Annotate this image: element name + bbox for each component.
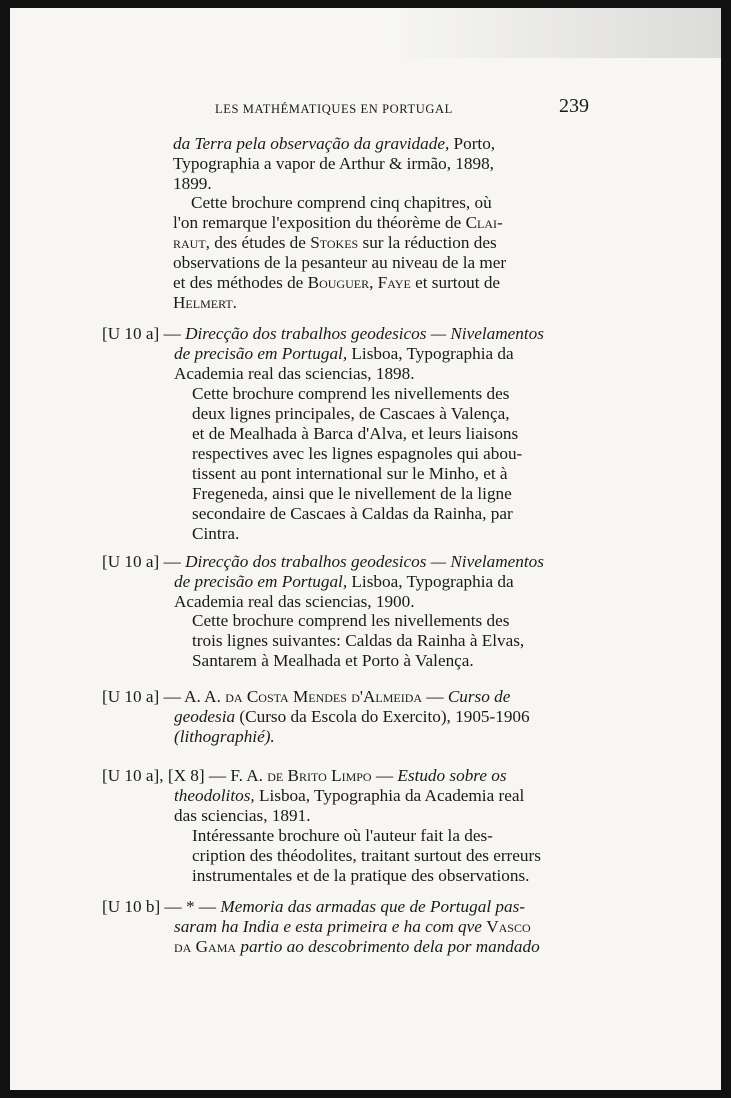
- classification-code: [U 10 a], [X 8]: [102, 766, 205, 785]
- description-line: Cette brochure comprend les nivellements des: [192, 384, 510, 403]
- description-line: Fregeneda, ainsi que le nivellement de la ligne: [192, 484, 512, 503]
- running-header: LES MATHÉMATIQUES EN PORTUGAL: [215, 102, 453, 116]
- citation-line: de precisão em Portugal, Lisboa, Typographia da: [174, 344, 514, 363]
- citation-line: (lithographié).: [174, 727, 275, 746]
- citation-line: da Terra pela observação da gravidade, Porto,: [173, 134, 496, 153]
- classification-code: [U 10 a]: [102, 552, 160, 571]
- classification-code: [U 10 a]: [102, 687, 160, 706]
- scan-shadow: [391, 8, 721, 58]
- description-line: et des méthodes de Bouguer, Faye et surtout de: [173, 273, 501, 292]
- entry-heading-line: [U 10 a] — Direcção dos trabalhos geodesicos — Nivelamentos: [102, 324, 544, 343]
- citation-line: geodesia (Curso da Escola do Exercito), 1905-1906: [174, 707, 530, 726]
- entry-heading-line: [U 10 b] — * — Memoria das armadas que de Portugal pas-: [102, 897, 525, 916]
- citation-line: da Gama partio ao descobrimento dela por mandado: [174, 937, 540, 956]
- description-line: trois lignes suivantes: Caldas da Rainha à Elvas,: [192, 631, 525, 650]
- entry-heading-line: [U 10 a], [X 8] — F. A. de Brito Limpo — Estudo sobre os: [102, 766, 507, 785]
- description-line: observations de la pesanteur au niveau de la mer: [173, 253, 507, 272]
- description-line: raut, des études de Stokes sur la réduction des: [173, 233, 497, 252]
- description-line: deux lignes principales, de Cascaes à Valença,: [192, 404, 510, 423]
- entry-heading-line: [U 10 a] — Direcção dos trabalhos geodesicos — Nivelamentos: [102, 552, 544, 571]
- description-line: Intéressante brochure où l'auteur fait la des-: [192, 826, 493, 845]
- description-line: l'on remarque l'exposition du théorème de Clai-: [173, 213, 503, 232]
- entry-heading-line: [U 10 a] — A. A. da Costa Mendes d'Almeida — Curso de: [102, 687, 511, 706]
- citation-line: saram ha India e esta primeira e ha com qve Vasco: [174, 917, 531, 936]
- book-page: [10, 8, 721, 1090]
- description-line: secondaire de Cascaes à Caldas da Rainha, par: [192, 504, 513, 523]
- description-line: tissent au pont international sur le Minho, et à: [192, 464, 508, 483]
- description-line: cription des théodolites, traitant surtout des erreurs: [192, 846, 541, 865]
- citation-line: Academia real das sciencias, 1898.: [174, 364, 415, 383]
- citation-line: de precisão em Portugal, Lisboa, Typographia da: [174, 572, 514, 591]
- citation-line: 1899.: [173, 174, 212, 193]
- description-line: instrumentales et de la pratique des observations.: [192, 866, 530, 885]
- description-line: Cintra.: [192, 524, 240, 543]
- description-line: respectives avec les lignes espagnoles qui abou-: [192, 444, 523, 463]
- citation-line: das sciencias, 1891.: [174, 806, 311, 825]
- description-line: Cette brochure comprend les nivellements des: [192, 611, 510, 630]
- description-line: Santarem à Mealhada et Porto à Valença.: [192, 651, 474, 670]
- classification-code: [U 10 a]: [102, 324, 160, 343]
- description-line: Helmert.: [173, 293, 237, 312]
- citation-line: Academia real das sciencias, 1900.: [174, 592, 415, 611]
- citation-line: theodolitos, Lisboa, Typographia da Academia real: [174, 786, 525, 805]
- page-number: 239: [559, 95, 589, 117]
- description-line: Cette brochure comprend cinq chapitres, où: [191, 193, 492, 212]
- citation-line: Typographia a vapor de Arthur & irmão, 1898,: [173, 154, 494, 173]
- description-line: et de Mealhada à Barca d'Alva, et leurs liaisons: [192, 424, 519, 443]
- classification-code: [U 10 b]: [102, 897, 161, 916]
